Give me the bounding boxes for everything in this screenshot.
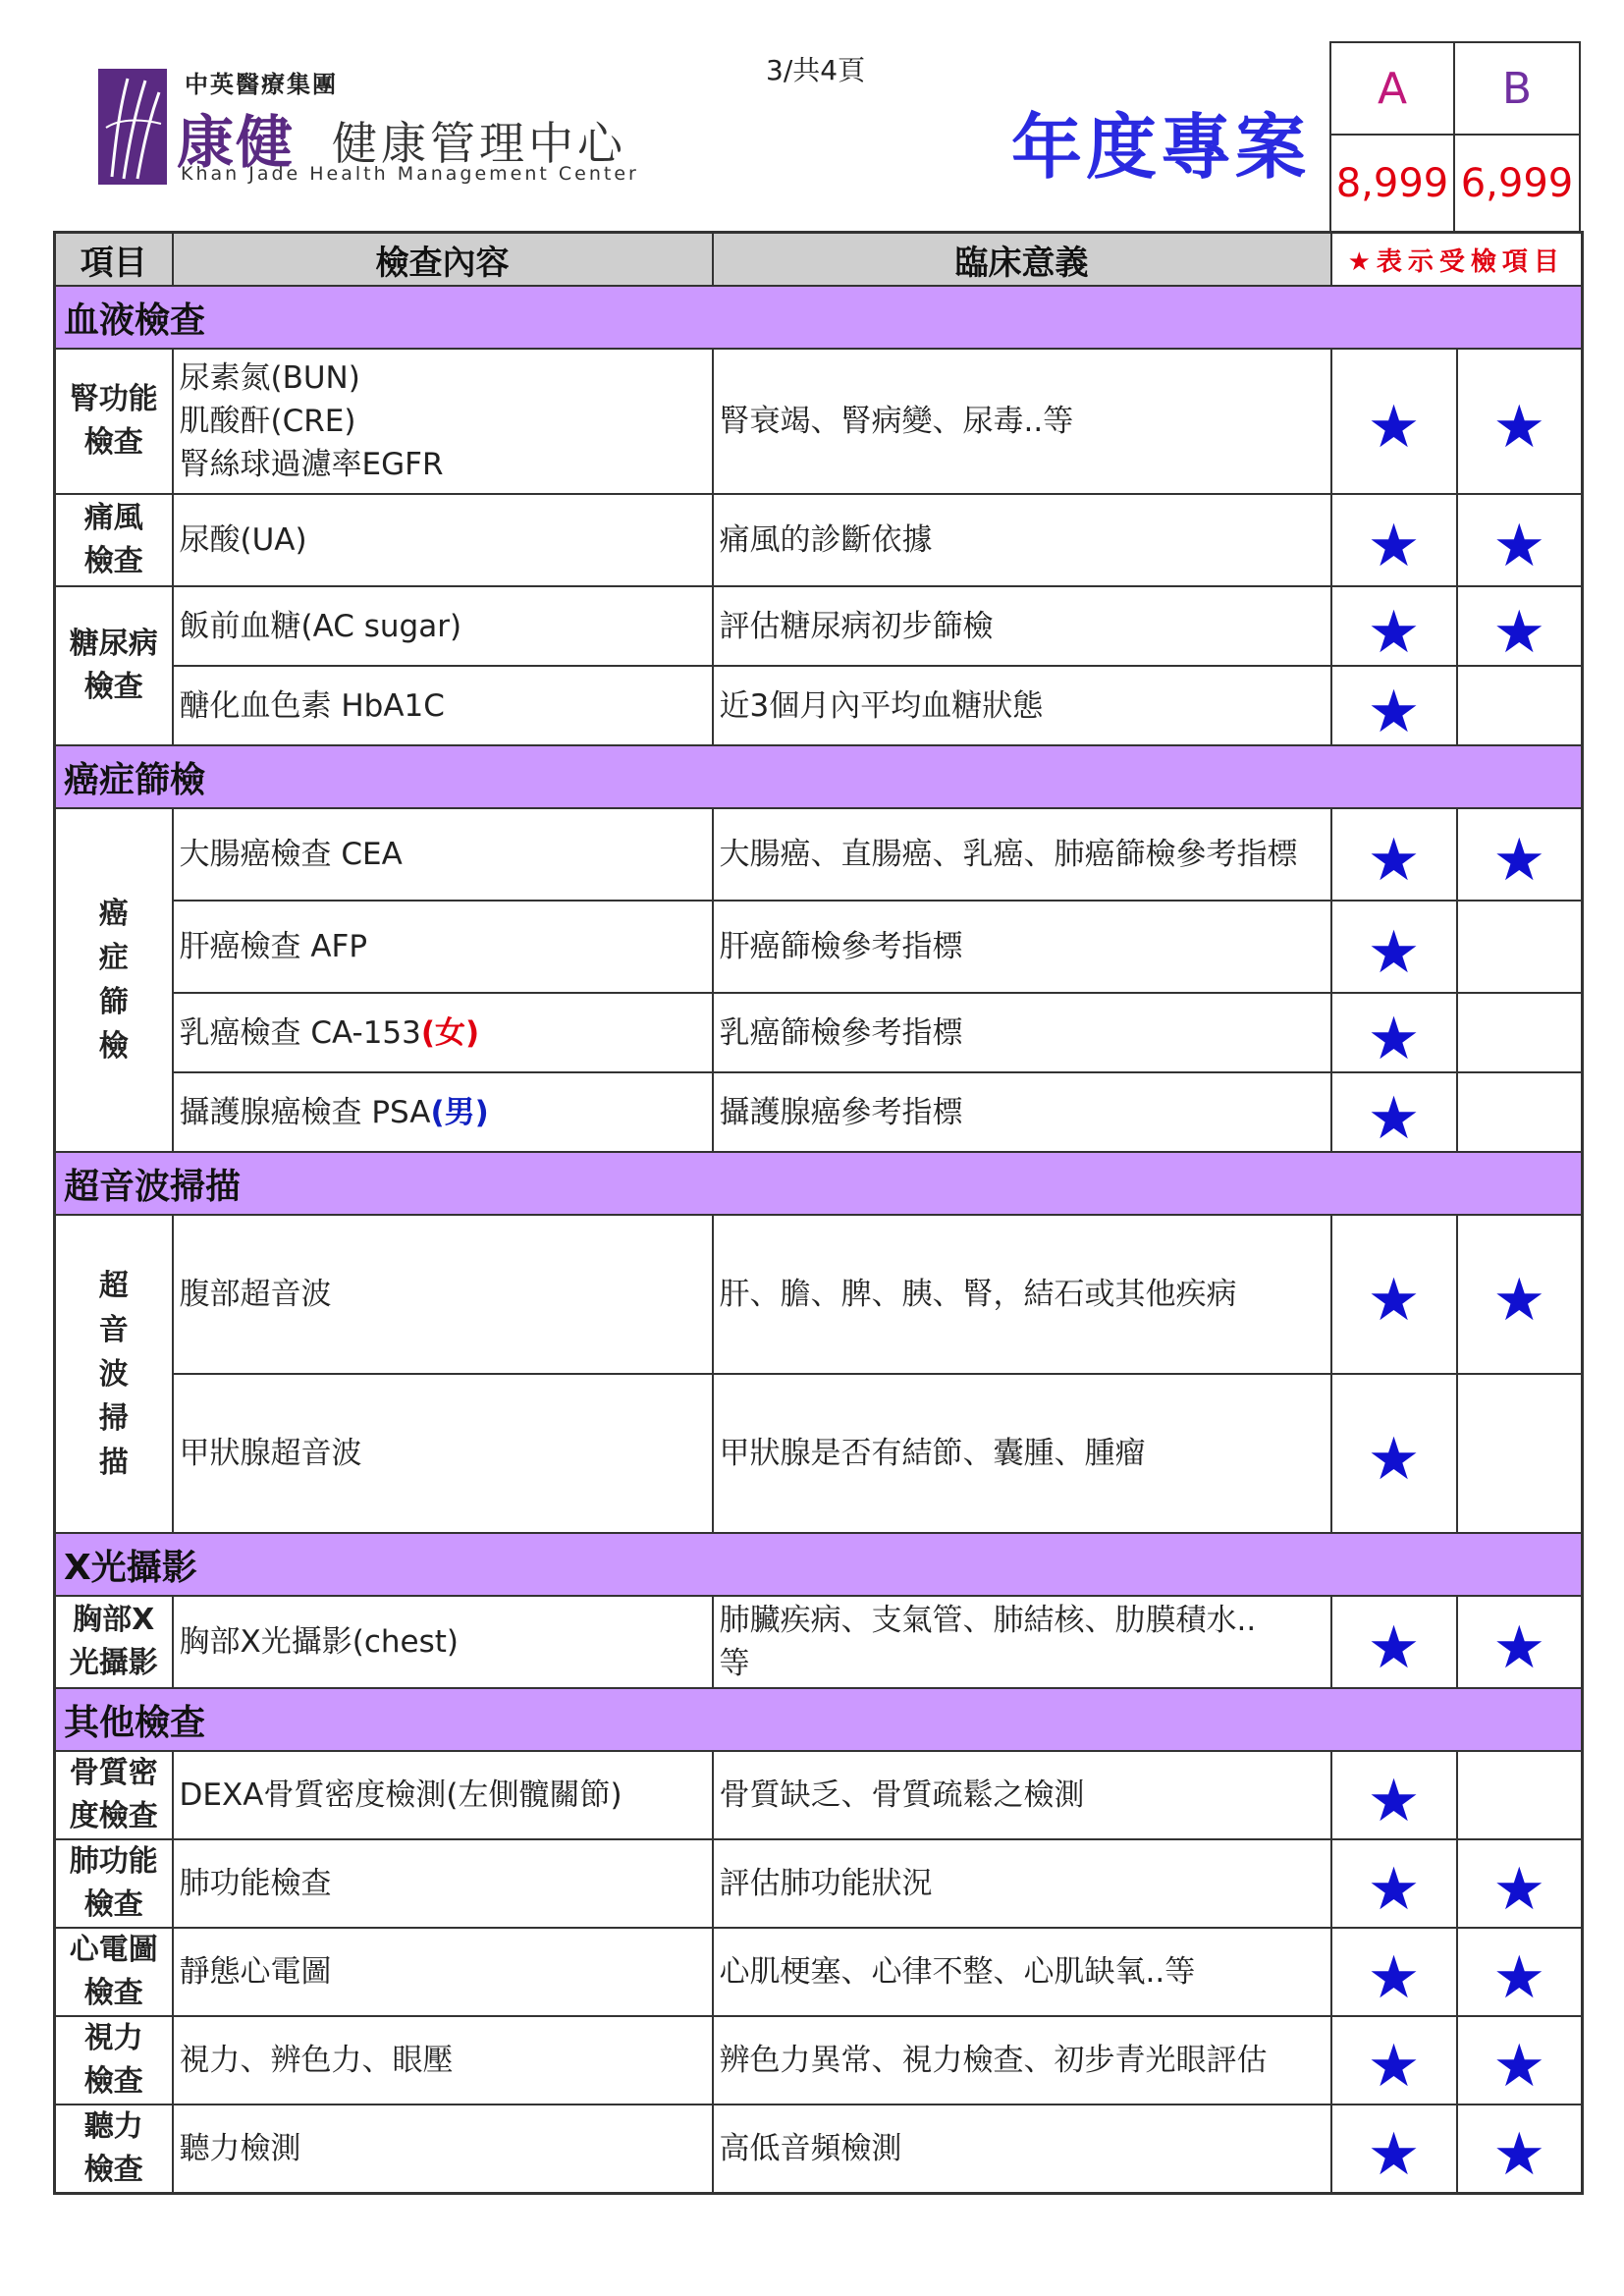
empty-b-cell xyxy=(1457,1072,1583,1152)
table-row xyxy=(55,1215,1583,1374)
star-b-icon: ★ xyxy=(1457,808,1583,901)
star-a-icon: ★ xyxy=(1331,993,1457,1072)
star-b-icon: ★ xyxy=(1457,1928,1583,2016)
star-a-icon: ★ xyxy=(1331,901,1457,993)
empty-b-cell xyxy=(1457,993,1583,1072)
star-a-icon: ★ xyxy=(1331,1928,1457,2016)
meaning-cell: 乳癌篩檢參考指標 xyxy=(713,993,1331,1072)
empty-b-cell xyxy=(1457,901,1583,993)
table-row xyxy=(55,1374,1583,1533)
content-cell: 大腸癌檢查 CEA xyxy=(173,808,713,901)
meaning-cell: 心肌梗塞、心律不整、心肌缺氧..等 xyxy=(713,1928,1331,2016)
plan-b-label: B xyxy=(1455,43,1579,136)
section-title: 其他檢查 xyxy=(55,1688,1583,1751)
group-name: 中英醫療集團 xyxy=(185,71,338,98)
item-cell: 心電圖 檢查 xyxy=(55,1928,173,2016)
meaning-cell: 骨質缺乏、骨質疏鬆之檢測 xyxy=(713,1751,1331,1839)
col-meaning: 臨床意義 xyxy=(713,233,1331,287)
empty-b-cell xyxy=(1457,1751,1583,1839)
table-row xyxy=(55,586,1583,666)
section-ultrasound xyxy=(55,1152,1583,1215)
section-title: 癌症篩檢 xyxy=(55,745,1583,808)
content-cell: 靜態心電圖 xyxy=(173,1928,713,2016)
item-cell: 聽力 檢查 xyxy=(55,2105,173,2194)
star-a-icon: ★ xyxy=(1331,1839,1457,1928)
meaning-cell: 肝癌篩檢參考指標 xyxy=(713,901,1331,993)
star-a-icon: ★ xyxy=(1331,1751,1457,1839)
star-a-icon: ★ xyxy=(1331,2105,1457,2194)
item-cell: 痛風 檢查 xyxy=(55,494,173,586)
content-cell: 乳癌檢查 CA-153(女) xyxy=(173,993,713,1072)
plan-a-price: 8,999 xyxy=(1331,136,1455,231)
star-b-icon: ★ xyxy=(1457,2016,1583,2105)
table-row xyxy=(55,993,1583,1072)
meaning-cell: 腎衰竭、腎病變、尿毒..等 xyxy=(713,349,1331,494)
section-other xyxy=(55,1688,1583,1751)
table-row xyxy=(55,494,1583,586)
price-box xyxy=(1329,41,1581,231)
star-b-icon: ★ xyxy=(1457,1596,1583,1688)
female-tag: (女) xyxy=(420,1014,480,1051)
legend: ★表示受檢項目 xyxy=(1331,233,1583,287)
exam-table xyxy=(53,231,1584,2195)
meaning-cell: 肝、膽、脾、胰、腎，結石或其他疾病 xyxy=(713,1215,1331,1374)
table-row xyxy=(55,2016,1583,2105)
section-title: 血液檢查 xyxy=(55,286,1583,349)
content-cell: 肝癌檢查 AFP xyxy=(173,901,713,993)
star-b-icon: ★ xyxy=(1457,494,1583,586)
content-cell: 肺功能檢查 xyxy=(173,1839,713,1928)
item-cell: 癌症篩檢 xyxy=(55,808,173,1152)
meaning-cell: 辨色力異常、視力檢查、初步青光眼評估 xyxy=(713,2016,1331,2105)
section-xray xyxy=(55,1533,1583,1596)
item-cell: 骨質密 度檢查 xyxy=(55,1751,173,1839)
item-cell: 視力 檢查 xyxy=(55,2016,173,2105)
star-b-icon: ★ xyxy=(1457,349,1583,494)
plan-title: 年度專案 xyxy=(1011,106,1311,189)
meaning-cell: 評估糖尿病初步篩檢 xyxy=(713,586,1331,666)
star-a-icon: ★ xyxy=(1331,494,1457,586)
section-title: X光攝影 xyxy=(55,1533,1583,1596)
meaning-cell: 近3個月內平均血糖狀態 xyxy=(713,666,1331,745)
star-a-icon: ★ xyxy=(1331,666,1457,745)
content-cell: 醣化血色素 HbA1C xyxy=(173,666,713,745)
table-row xyxy=(55,808,1583,901)
meaning-cell: 大腸癌、直腸癌、乳癌、肺癌篩檢參考指標 xyxy=(713,808,1331,901)
col-item: 項目 xyxy=(55,233,173,287)
item-cell: 胸部X 光攝影 xyxy=(55,1596,173,1688)
content-cell: 甲狀腺超音波 xyxy=(173,1374,713,1533)
star-a-icon: ★ xyxy=(1331,808,1457,901)
brand-logo xyxy=(98,65,687,192)
table-row xyxy=(55,901,1583,993)
item-cell: 糖尿病 檢查 xyxy=(55,586,173,745)
section-cancer xyxy=(55,745,1583,808)
star-b-icon: ★ xyxy=(1457,1215,1583,1374)
table-row xyxy=(55,2105,1583,2194)
meaning-cell: 攝護腺癌參考指標 xyxy=(713,1072,1331,1152)
section-title: 超音波掃描 xyxy=(55,1152,1583,1215)
item-cell: 腎功能 檢查 xyxy=(55,349,173,494)
item-cell: 超音波掃描 xyxy=(55,1215,173,1533)
page-indicator: 3/共4頁 xyxy=(766,54,866,86)
brand-name: 康健 xyxy=(177,109,296,176)
empty-b-cell xyxy=(1457,666,1583,745)
content-cell: 胸部X光攝影(chest) xyxy=(173,1596,713,1688)
meaning-cell: 肺臟疾病、支氣管、肺結核、肋膜積水.. 等 xyxy=(713,1596,1331,1688)
english-name: Khan Jade Health Management Center xyxy=(181,163,639,185)
item-cell: 肺功能 檢查 xyxy=(55,1839,173,1928)
star-b-icon: ★ xyxy=(1457,2105,1583,2194)
table-row xyxy=(55,1928,1583,2016)
content-cell: 腹部超音波 xyxy=(173,1215,713,1374)
table-row xyxy=(55,1751,1583,1839)
star-a-icon: ★ xyxy=(1331,2016,1457,2105)
star-b-icon: ★ xyxy=(1457,1839,1583,1928)
logo-mark-icon xyxy=(98,69,167,185)
center-name: 健康管理中心 xyxy=(332,117,626,170)
table-header xyxy=(55,233,1583,287)
content-cell: 飯前血糖(AC sugar) xyxy=(173,586,713,666)
star-b-icon: ★ xyxy=(1457,586,1583,666)
empty-b-cell xyxy=(1457,1374,1583,1533)
content-cell: 攝護腺癌檢查 PSA(男) xyxy=(173,1072,713,1152)
star-a-icon: ★ xyxy=(1331,1215,1457,1374)
star-a-icon: ★ xyxy=(1331,1072,1457,1152)
content-cell: 聽力檢測 xyxy=(173,2105,713,2194)
meaning-cell: 甲狀腺是否有結節、囊腫、腫瘤 xyxy=(713,1374,1331,1533)
content-cell: DEXA骨質密度檢測(左側髖關節) xyxy=(173,1751,713,1839)
content-cell: 尿素氮(BUN) 肌酸酐(CRE) 腎絲球過濾率EGFR xyxy=(173,349,713,494)
col-content: 檢查內容 xyxy=(173,233,713,287)
content-cell: 視力、辨色力、眼壓 xyxy=(173,2016,713,2105)
section-blood xyxy=(55,286,1583,349)
content-cell: 尿酸(UA) xyxy=(173,494,713,586)
meaning-cell: 評估肺功能狀況 xyxy=(713,1839,1331,1928)
table-row xyxy=(55,1596,1583,1688)
star-a-icon: ★ xyxy=(1331,586,1457,666)
meaning-cell: 高低音頻檢測 xyxy=(713,2105,1331,2194)
table-row xyxy=(55,1072,1583,1152)
plan-b-price: 6,999 xyxy=(1460,160,1574,206)
star-a-icon: ★ xyxy=(1331,349,1457,494)
male-tag: (男) xyxy=(430,1094,489,1130)
star-a-icon: ★ xyxy=(1331,1374,1457,1533)
star-a-icon: ★ xyxy=(1331,1596,1457,1688)
meaning-cell: 痛風的診斷依據 xyxy=(713,494,1331,586)
table-row xyxy=(55,1839,1583,1928)
table-row xyxy=(55,349,1583,494)
plan-a-label: A xyxy=(1331,43,1455,136)
table-row xyxy=(55,666,1583,745)
